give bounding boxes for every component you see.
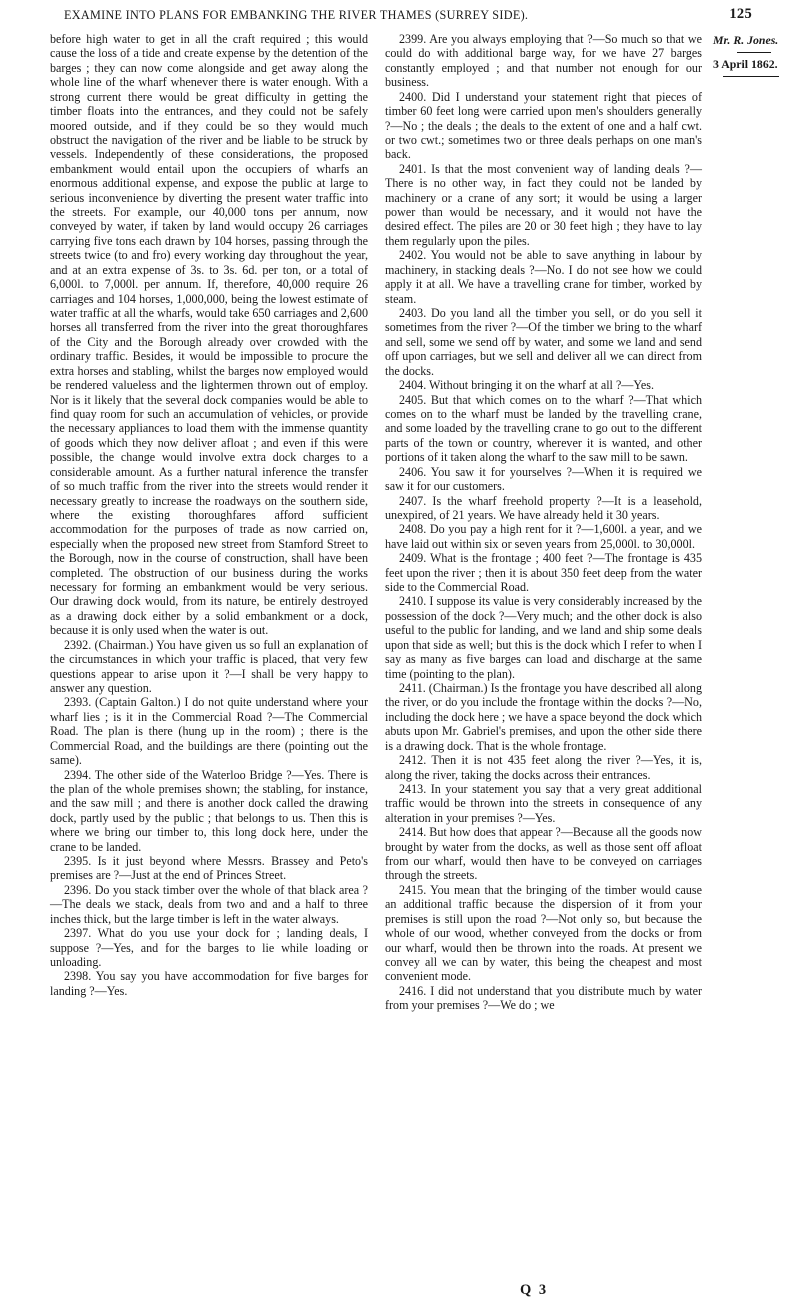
- paragraph: 2416. I did not understand that you distribute much by water from your premises ?—We do ; we: [385, 983, 702, 1013]
- paragraph: 2408. Do you pay a high rent for it ?—1,600l. a year, and we have laid out within six or seven years from 25,000l. to 30,000l.: [385, 522, 702, 551]
- paragraph: 2406. You saw it for yourselves ?—When it is required we saw it for our customers.: [385, 464, 702, 494]
- divider: [737, 52, 771, 53]
- paragraph: 2411. (Chairman.) Is the frontage you have described all along the river, or do you include the frontage within the docks ?—No, including the dock here ; we have a space beyond the dock which abuts upon Mr. Gabriel's premises, and upon the other side there is a drawing dock. That is the whole frontage.: [385, 680, 703, 753]
- paragraph: 2392. (Chairman.) You have given us so full an explanation of the circumstances in which your traffic is placed, that very few questions appear to arise upon it ?—I shall be very happy to answer any question.: [50, 637, 368, 695]
- paragraph: 2407. Is the wharf freehold property ?—It is a leasehold, unexpired, of 21 years. We have already held it 30 years.: [385, 493, 702, 522]
- paragraph: before high water to get in all the craft required ; this would cause the loss of a tide and create expense by the detention of the barges ; they can now come alongside and get away along the whole line of the wharf whenever there is water enough. With a strong current there would be great difficulty in getting the timber floats into the entrances, and they could not be safely moored outside, and if they could be so they would much obstruct the navigation of the river and be liable to be struck by vessels. Independently of these considerations, the proposed embankment would entail upon the occupiers of wharfs an enormous additional expense, and expose the public at large to serious inconvenience by diverting the present water traffic into the streets. For example, our 40,000 tons per annum, now conveyed by water, if taken by land would occupy 26 carriages carrying five tons each drawn by 104 horses, passing through the streets twice (to and fro) every working day throughout the year, and at an extra expense of 3s. to 3s. 6d. per ton, or a total of 6,000l. to 7,000l. per annum. If, therefore, 40,000 require 26 carriages and 104 horses, 1,000,000, being the lowest estimate of water traffic at all the wharfs, would take 650 carriages and 2,600 horses all transferred from the river into the great thoroughfares of the City and the Borough already over crowded with the ordinary traffic. Besides, it would be impossible to procure the extra horses and stabling, whilst the barges now employed would be rendered valueless and the lightermen thrown out of employ. Nor is it likely that the several dock companies would be able to find quay room for such an accumulation of vehicles, or provide the necessary appliances to load them with the immense quantity of goods which they now deliver afloat ; and even if this were possible, the change would involve extra dock charges to a considerable amount. As a further natural inference the transfer of so much traffic from the river into the streets would render it necessary greatly to increase the roadways on the southern side, where the existing thoroughfares afford sufficient accommodation for the purposes of trade as now carried on, especially when the proposed new street from Stamford Street to the Borough, now in the course of construction, shall have been completed. The obstruction of our business during the works necessary for forming an embankment would be very serious. Our drawing dock would, from its nature, be entirely destroyed as a drawing dock either by a solid embankment or a dock, because it is only used when the water is out.: [50, 32, 368, 638]
- paragraph: 2404. Without bringing it on the wharf at all ?—Yes.: [399, 378, 655, 393]
- page-header: [34, 6, 754, 28]
- paragraph: 2413. In your statement you say that a very great additional traffic would be thrown into the streets in consequence of any alteration in your premises ?—Yes.: [385, 781, 702, 825]
- paragraph: 2399. Are you always employing that ?—So much so that we could do with additional barge way, for we have 27 barges constantly employed ; and that number not enough for our business.: [385, 32, 702, 90]
- right-column: [385, 32, 702, 1013]
- paragraph: 2397. What do you use your dock for ; landing deals, I suppose ?—Yes, and for the barges to lie while loading or unloading.: [50, 926, 368, 969]
- left-column: [50, 32, 368, 998]
- page-number: 125: [729, 6, 752, 22]
- paragraph: 2395. Is it just beyond where Messrs. Brassey and Peto's premises are ?—Just at the end of Princes Street.: [50, 854, 368, 883]
- paragraph: 2396. Do you stack timber over the whole of that black area ?—The deals we stack, deals from two and and a half to three inches thick, but the large timber is left in the water always.: [50, 882, 368, 926]
- paragraph: 2398. You say you have accommodation for five barges for landing ?—Yes.: [50, 969, 368, 998]
- running-title: EXAMINE INTO PLANS FOR EMBANKING THE RIVER THAMES (SURREY SIDE).: [64, 8, 529, 22]
- paragraph: 2405. But that which comes on to the wharf ?—That which comes on to the wharf must be landed by the travelling crane, and some loaded by the travelling crane to go out to the different parts of the town or country, wherever it is wanted, and other portions of it taken along the wharf to the saw mill to be sawn.: [385, 392, 702, 465]
- paragraph: 2414. But how does that appear ?—Because all the goods now brought by water from the docks, as well as those sent off afloat from our wharf, would then have to be conveyed on carriages through the streets.: [385, 825, 702, 883]
- paragraph: 2402. You would not be able to save anything in labour by machinery, in stacking deals ?—No. I do not see how we could apply it at all. We have a travelling crane for timber, worked by steam.: [385, 248, 702, 306]
- paragraph: 2409. What is the frontage ; 400 feet ?—The frontage is 435 feet upon the river ; then it is about 350 feet deep from the water side to the Commercial Road.: [385, 551, 702, 595]
- hearing-date: 3 April 1862.: [713, 57, 778, 72]
- paragraph: 2393. (Captain Galton.) I do not quite understand where your wharf lies ; is it in the Commercial Road ?—The Commercial Road. The plan is there (hung up in the room) ; there is the Commercial Road, and the buildings are there (pointing out the same).: [50, 695, 368, 768]
- paragraph: 2410. I suppose its value is very considerably increased by the possession of the dock ?—Very much; and the other dock is also useful to the public for landing, and we land and ship some deals upon that side as well; but this is the dock which I refer to when I say as many as five barges can load and discharge at the same time (pointing to the plan).: [385, 594, 702, 681]
- signature-mark: Q 3: [520, 1282, 549, 1298]
- divider: [723, 76, 779, 77]
- witness-name: Mr. R. Jones.: [713, 33, 779, 47]
- margin-note: [713, 33, 795, 77]
- paragraph: 2412. Then it is not 435 feet along the river ?—Yes, it is, along the river, taking the docks across their entrances.: [385, 753, 702, 782]
- paragraph: 2400. Did I understand your statement right that pieces of timber 60 feet long were carried upon men's shoulders generally ?—No ; the deals ; the deals to the extent of one and a half cwt. or two cwt.; sometimes two or three deals perhaps on one man's back.: [385, 89, 702, 162]
- paragraph: 2401. Is that the most convenient way of landing deals ?—There is no other way, in fact they could not be landed by machinery or a crane of any sort; it would be using a larger power than would be necessary, and it would not have the desired effect. The piles are 20 or 30 feet high ; they have to lay them regularly upon the piles.: [385, 161, 702, 248]
- paragraph: 2394. The other side of the Waterloo Bridge ?—Yes. There is the plan of the whole premises shown; the stabling, for instance, and the saw mill ; and there is another dock called the drawing dock, partly used by the public ; that belongs to us. Then this is where we bring our timber to, this long dock here, under the crane to be landed.: [50, 767, 368, 854]
- paragraph: 2415. You mean that the bringing of the timber would cause an additional traffic because the dispersion of it from your premises is still upon the road ?—Not only so, but because the whole of our wood, whether conveyed from the docks or from our wharf, would then be thrown into the roads. At present we convey all we can by water, this being the cheapest and most convenient mode.: [385, 882, 702, 984]
- paragraph: 2403. Do you land all the timber you sell, or do you sell it sometimes from the river ?—Of the timber we bring to the wharf and sell, some we send off by water, and some we land and send off upon carriages, but we sell and deliver all we can direct from the docks.: [385, 306, 702, 378]
